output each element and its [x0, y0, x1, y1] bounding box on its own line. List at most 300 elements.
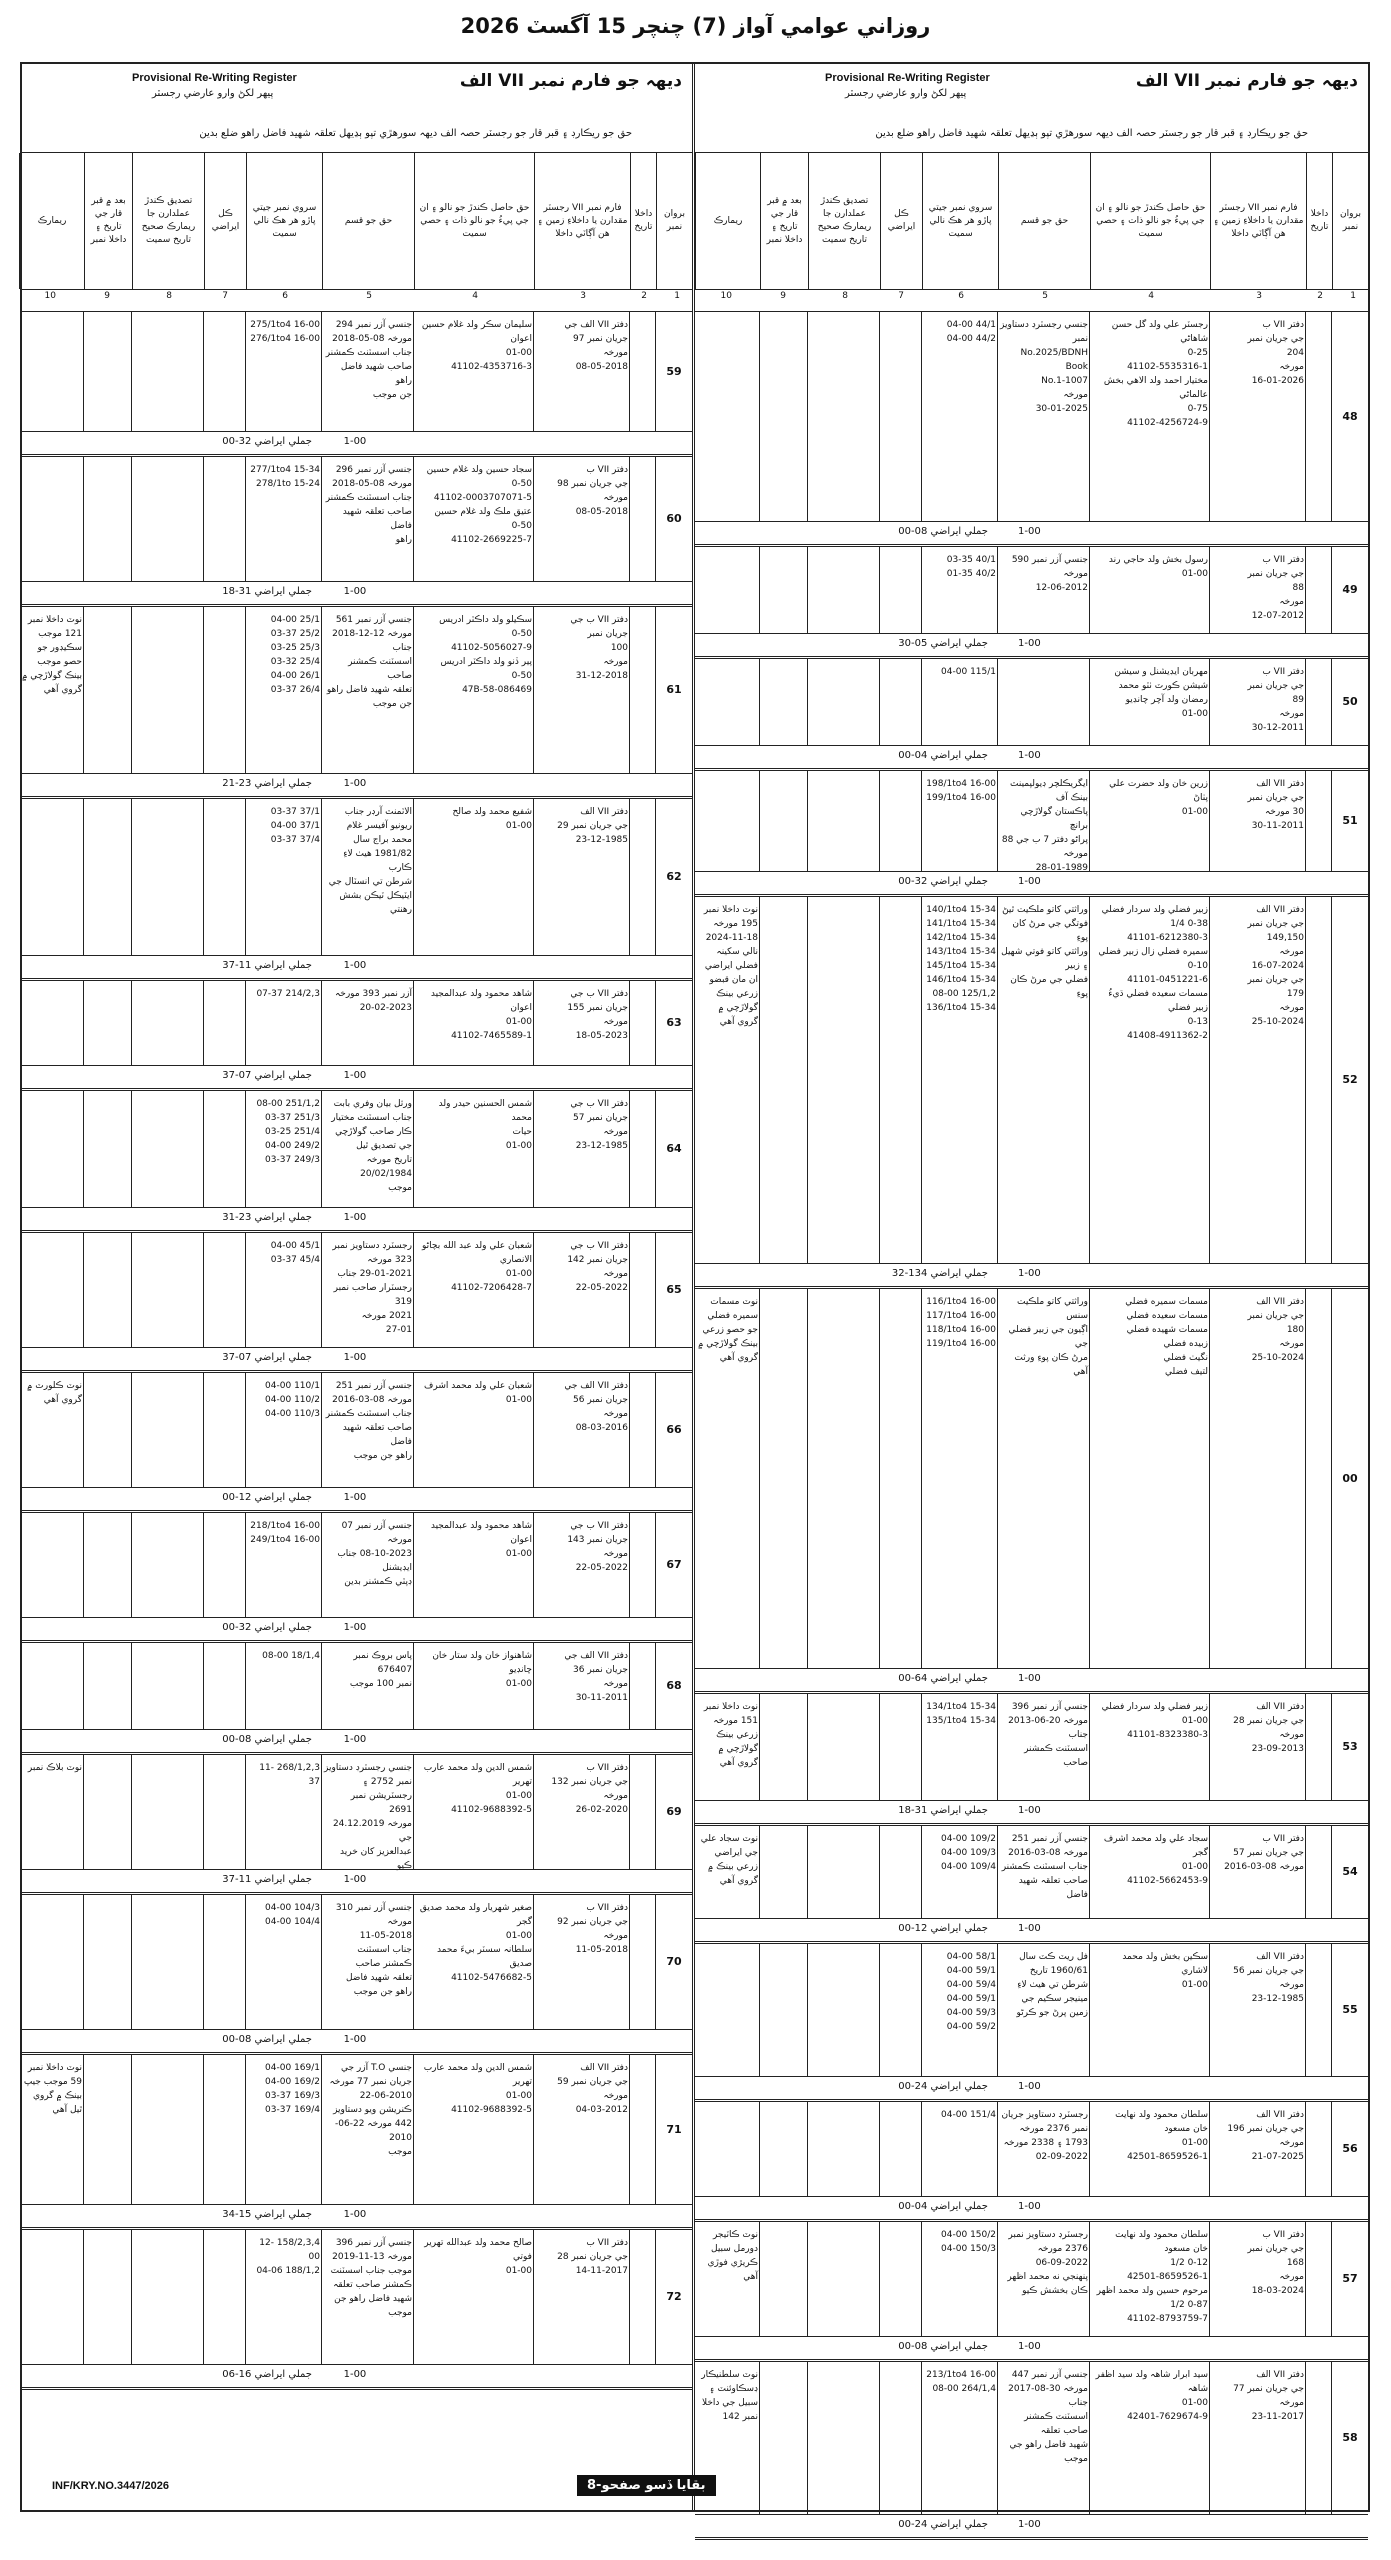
cell-entry: زرين خان ولد حضرت علي پٺاڻ 01-00 [1109, 779, 1208, 817]
header-cell: ڪل ايراضي [204, 153, 246, 289]
cell-survey: 158/2,3,4 12-00 188/1,2 04-06 [256, 2238, 320, 2276]
cell-right: وراثتي کاتو ملڪيت ٿيڻ فوتگي جي مرڻ کان پوءِ وراثتي کاتو فوتي شهيل ۽ زبير فضلي جي مرڻ ڪان پوءِ [1001, 905, 1088, 999]
cell-entry: زبير فضلي ولد سردار فضلي 01-00 41101-8323380-3 [1101, 1702, 1208, 1740]
cell-survey: 44/1 04-00 44/2 04-00 [946, 320, 996, 344]
total-area: جملي ايراضي 12-00 [222, 1492, 312, 1503]
cell-right: جنسي آزر نمبر 590 مورخہ 12-06-2012 [1011, 555, 1088, 593]
total-share: 1-00 [1018, 1268, 1041, 1279]
cell-no: 52 [1342, 1073, 1358, 1086]
table-row [695, 2222, 1368, 2362]
cell-right: جنسي T.O آزر جي جريان نمبر 77 مورخہ 22-06-2010 ڪنريشن ويو دستاويز 442 مورخہ 22-06-2010 موجب [329, 2063, 412, 2157]
total-area: جملي ايراضي 08-00 [898, 2341, 988, 2352]
table-row [695, 312, 1368, 547]
total-area: جملي ايراضي 08-00 [898, 526, 988, 537]
cell-form: دفتر VII الف جي جريان نمبر 59 مورخہ 04-03-2012 [557, 2063, 628, 2115]
column-number: 8 [842, 291, 848, 301]
table-row [695, 1826, 1368, 1944]
cell-no: 48 [1342, 409, 1358, 423]
row-total [22, 1207, 692, 1230]
cell-no: 50 [1342, 695, 1358, 708]
total-share: 1-00 [343, 1874, 367, 1885]
cell-entry: مهربان ايڊيشنل و سيشن شيشن ڪورٽ ٺٽو محمد رمضان ولد آچر چانڊيو 01-00 [1114, 667, 1208, 719]
total-share: 1-00 [343, 436, 367, 447]
cell-right: رجسٽرڊ دستاويز جريان نمبر 2376 مورخہ 1793 ۽ 2338 مورخہ 02-09-2022 [1001, 2110, 1088, 2162]
cell-remark: نوٽ بلاڪ نمبر [27, 1763, 82, 1773]
total-area: جملي ايراضي 05-30 [898, 638, 988, 649]
cell-right: جنسي آزر نمبر 251 مورخہ 08-03-2016 جناب اسسٽنٽ ڪمشنر صاحب تعلقہ شهيد فاضل راهو جن موجب [325, 1381, 412, 1461]
total-area: جملي ايراضي 134-32 [891, 1268, 988, 1279]
cell-no: 55 [1342, 2003, 1358, 2016]
row-total [695, 1800, 1368, 1823]
total-area: جملي ايراضي 24-00 [898, 2519, 988, 2530]
cell-remark: نوٽ داخلا نمبر 59 موجب جيپ بينڪ ۾ گروي ٿيل آهي [23, 2063, 82, 2115]
cell-entry: زبير فضلي ولد سردار فضلي 0-38 1/4 41101-6212380-3 سميره فضلي زال زبير فضلي 0-10 41101-0451221-6 مسمات سعيده فضلي ڌيءُ زبير فضلي 0-13 41408-4911362-2 [1098, 905, 1208, 1041]
column-number: 10 [720, 291, 732, 301]
column-number: 2 [641, 291, 647, 301]
cell-form: دفتر VII الف جي جريان نمبر 28 مورخہ 23-09-2013 [1233, 1702, 1304, 1754]
column-number: 4 [472, 291, 478, 301]
column-number: 6 [958, 291, 964, 301]
cell-no: 72 [666, 2290, 682, 2303]
total-share: 1-00 [343, 1352, 367, 1363]
subtitle: پيهر لکڻ وارو عارضي رجسٽر [152, 88, 274, 99]
cell-form: دفتر VII ب جي جريان نمبر 132 مورخہ 26-02-2020 [551, 1763, 628, 1815]
row-total [22, 581, 692, 604]
cell-form: دفتر VII الف جي جريان نمبر 97 مورخہ 08-05-2018 [564, 320, 628, 372]
cell-remark: نوٽ داخلا نمبر 121 موجب سڪيڊور جو حصو موجب بينڪ گولاڙچي ۾ گروي آهي [22, 615, 82, 695]
cell-survey: 218/1to4 16-00 249/1to4 16-00 [250, 1521, 320, 1545]
total-share: 1-00 [343, 586, 367, 597]
table-row [22, 1373, 692, 1513]
table-row [22, 1513, 692, 1643]
cell-entry: رجسٽر علي ولد گل حسن شاهاڻي 0-25 41102-5535316-1 مختيار احمد ولد الاهي بخش عالماڻي 0-75 41102-4256724-9 [1103, 320, 1208, 428]
total-area: جملي ايراضي 64-00 [898, 1673, 988, 1684]
cell-survey: 45/1 04-00 45/4 03-37 [270, 1241, 320, 1265]
cell-form: دفتر VII ب جي جريان نمبر 57 مورخہ 23-12-1985 [570, 1099, 628, 1151]
cell-form: دفتر VII الف جي جريان نمبر 30 مورخہ 30-11-2011 [1247, 779, 1304, 831]
register-frame [20, 62, 1370, 2530]
column-number: 1 [1350, 291, 1356, 301]
cell-no: 62 [666, 870, 682, 883]
cell-entry: صغير شهريار ولد محمد صديق گجر 01-00 سلطانہ سسٽر بيءَ محمد صديق 41102-5476682-5 [419, 1903, 532, 1983]
total-share: 1-00 [1018, 1923, 1041, 1934]
cell-entry: سجاد علي ولد محمد اشرف گجر 01-00 41102-5662453-9 [1103, 1834, 1208, 1886]
table-row [695, 2102, 1368, 2222]
cell-form: دفتر VII ب جي جريان نمبر 100 مورخہ 31-12-2018 [570, 615, 628, 681]
cell-survey: 25/1 04-00 25/2 03-37 25/3 03-25 25/4 03-32 26/1 04-00 26/4 03-37 [270, 615, 320, 695]
total-share: 1-00 [343, 778, 367, 789]
cell-survey: 58/1 04-00 59/1 04-00 59/4 04-00 59/1 04-00 59/3 04-00 59/2 04-00 [946, 1952, 996, 2032]
cell-form: دفتر VII ب جي جريان نمبر 88 مورخہ 12-07-2012 [1247, 555, 1304, 621]
total-share: 1-00 [343, 1212, 367, 1223]
cell-survey: 214/2,3 07-37 [256, 989, 320, 999]
row-total [22, 955, 692, 978]
cell-entry: مسمات سميره فضلي مسمات سعيده فضلي مسمات شهيده فضلي زبيده فضلي نگيٺ فضلي لتيف فضلي [1125, 1297, 1208, 1377]
cell-form: دفتر VII ب جي جريان نمبر 155 مورخہ 18-05-2023 [567, 989, 628, 1041]
reference-number: INF/KRY.NO.3447/2026 [52, 2480, 169, 2492]
form-title: ديهہ جو فارم نمبر VII الف [459, 71, 682, 91]
total-share: 1-00 [1018, 2081, 1041, 2092]
table-row [22, 1643, 692, 1755]
cell-no: 64 [666, 1142, 682, 1155]
cell-survey: 277/1to4 15-34 278/1to 15-24 [250, 465, 320, 489]
subtitle: پيهر لکڻ وارو عارضي رجسٽر [845, 88, 967, 99]
header-cell: ڪل ايراضي [880, 153, 922, 289]
cell-no: 69 [666, 1805, 682, 1818]
english-title: Provisional Re-Writing Register [825, 72, 990, 84]
cell-right: جنسي رجسٽرڊ دستاويز نمبر No.2025/BDNH Book No.1-1007 مورخہ 30-01-2025 [1000, 320, 1088, 414]
cell-form: دفتر VII ب جي جريان نمبر 168 مورخہ 18-03-2024 [1247, 2230, 1304, 2296]
cell-survey: 18/1,4 08-00 [262, 1651, 320, 1661]
cell-entry: سجاد حسين ولد غلام حسين 0-50 41102-0003707071-5 عتيق ملڪ ولد غلام حسين 0-50 41102-2669225-7 [426, 465, 532, 545]
header-cell: حق جو قسم [998, 153, 1090, 289]
row-total [22, 1869, 692, 1892]
total-area: جملي ايراضي 16-06 [222, 2369, 312, 2380]
cell-survey: 110/1 04-00 110/2 04-00 110/3 04-00 [265, 1381, 320, 1419]
total-share: 1-00 [1018, 750, 1041, 761]
cell-remark: نوٽ داخلا نمبر 195 مورخہ 18-11-2024 نالي سکينہ فضلي ايراضي ان مان قبضو زرعي بينڪ گولاڙچي ۾ گروي آهي [703, 905, 758, 1027]
cell-entry: شفيع محمد ولد صالح 01-00 [452, 807, 532, 831]
header-cell: حق جو قسم [322, 153, 414, 289]
total-share: 1-00 [1018, 1673, 1041, 1684]
row-total [695, 1263, 1368, 1286]
column-number: 2 [1317, 291, 1323, 301]
total-share: 1-00 [343, 1622, 367, 1633]
total-share: 1-00 [343, 960, 367, 971]
column-number: 10 [44, 291, 56, 301]
table-row [22, 607, 692, 799]
cell-remark: نوٽ ڪلورٽ ۾ گروي آهي [27, 1381, 82, 1405]
table-row [695, 897, 1368, 1289]
total-area: جملي ايراضي 11-37 [222, 960, 312, 971]
cell-entry: شاهنواز خان ولد ستار خان چانڊيو 01-00 [432, 1651, 532, 1689]
column-number: 6 [282, 291, 288, 301]
table-row [22, 981, 692, 1091]
table-row [695, 1289, 1368, 1694]
cell-no: 68 [666, 1679, 682, 1692]
header-cell: تصديق ڪندڙ عملدارن جا ريمارڪ صحيح تاريخ سميت [132, 153, 204, 289]
row-total [22, 773, 692, 796]
cell-entry: سڪين بخش ولد محمد لاشاري 01-00 [1122, 1952, 1208, 1990]
cell-right: جنسي آزر نمبر 396 مورخہ 13-11-2019 موجب جناب اسسٽنٽ ڪمشنر صاحب تعلقہ شهيد فاضل راهو جن موجب [330, 2238, 412, 2318]
cell-survey: 151/4 04-00 [941, 2110, 996, 2120]
table-header [22, 152, 692, 312]
english-title: Provisional Re-Writing Register [132, 72, 297, 84]
total-area: جملي ايراضي 08-00 [222, 2034, 312, 2045]
cell-survey: 140/1to4 15-34 141/1to4 15-34 142/1to4 15-34 143/1to4 15-34 145/1to4 15-34 146/1to4 15-34 125/1,2 08-00 136/1to4 15-34 [926, 905, 996, 1013]
header-cell: بروان نمبر [656, 153, 692, 289]
table-row [695, 659, 1368, 771]
total-share: 1-00 [1018, 2201, 1041, 2212]
cell-entry: شمس الحسنين حيدر ولد محمد حيات 01-00 [438, 1099, 532, 1151]
total-share: 1-00 [343, 1492, 367, 1503]
cell-no: 54 [1342, 1865, 1358, 1878]
table-row [22, 1091, 692, 1233]
total-area: جملي ايراضي 31-18 [222, 586, 312, 597]
cell-no: 57 [1342, 2272, 1358, 2285]
cell-entry: شاهد محمود ولد عبدالمجيد اعوان 01-00 41102-7465589-1 [430, 989, 532, 1041]
cell-no: 71 [666, 2122, 682, 2136]
column-number: 5 [1042, 291, 1048, 301]
total-area: جملي ايراضي 11-37 [222, 1874, 312, 1885]
cell-survey: 150/2 04-00 150/3 04-00 [941, 2230, 996, 2254]
cell-form: دفتر VII الف جي جريان نمبر 36 مورخہ 30-11-2011 [564, 1651, 628, 1703]
cell-right: جنسي آزر نمبر 296 مورخہ 08-05-2018 جناب اسسٽنٽ ڪمشنر صاحب تعلقہ شهيد فاضل راهو [325, 465, 412, 545]
location-line: حق جو ريڪارڊ ۽ قبر قار جو رجسٽر حصہ الف ديهہ سورهڙي تپو ٻڍيهل تعلقہ شهيد فاضل راهو ضلع بدين [875, 128, 1308, 139]
cell-form: دفتر VII الف جي جريان نمبر 56 مورخہ 23-12-1985 [1233, 1952, 1304, 2004]
cell-remark: نوٽ ڪاٽيجر دورمل سبيل ڪريڙي فوڙي آهي [707, 2230, 758, 2282]
column-number: 3 [580, 291, 586, 301]
cell-survey: 251/1,2 08-00 251/3 03-37 251/4 03-25 249/2 04-00 249/3 03-37 [256, 1099, 320, 1165]
row-total [22, 431, 692, 454]
header-cell: سروي نمبر جيتي پاڙو هر هڪ نالي سميت [922, 153, 998, 289]
total-share: 1-00 [1018, 2519, 1041, 2530]
row-total [22, 1617, 692, 1640]
cell-survey: 40/1 03-35 40/2 01-35 [946, 555, 996, 579]
row-total [695, 2336, 1368, 2359]
cell-survey: 104/3 04-00 104/4 04-00 [265, 1903, 320, 1927]
column-number: 8 [166, 291, 172, 301]
column-number: 5 [366, 291, 372, 301]
cell-right: جنسي آزر نمبر 294 مورخہ 08-05-2018 جناب اسسٽنٽ ڪمشنر صاحب شهيد فاضل راهو جن موجب [325, 320, 412, 400]
cell-survey: 169/1 04-00 169/2 04-00 169/3 03-37 169/4 03-37 [265, 2063, 320, 2115]
cell-right: فل ريٽ ڪٽ سال 1960/61 تاريخ شرطن تي هيٺ لاءِ مينيجر سڪيم جي زمين پرڻ جو ڪرڻو [1016, 1952, 1088, 2018]
header-cell: فارم نمبر VII رجسٽر مقدارن يا داخلاءِ زمين ۽ هن آڳاٽي داخلا [534, 153, 630, 289]
total-share: 1-00 [343, 1734, 367, 1745]
cell-entry: شاهد محمود ولد عبدالمجيد اعوان 01-00 [430, 1521, 532, 1559]
cell-form: دفتر VII ب جي جريان نمبر 28 14-11-2017 [557, 2238, 628, 2276]
cell-form: دفتر VII ب جي جريان نمبر 204 مورخہ 16-01-2026 [1247, 320, 1304, 386]
column-number: 3 [1256, 291, 1262, 301]
cell-right: جنسي آزر نمبر 07 مورخہ 08-10-2023 جناب ايڊيشنل ڊپٽي ڪمشنر بدين [337, 1521, 412, 1587]
column-number: 7 [898, 291, 904, 301]
cell-no: 67 [666, 1558, 682, 1571]
cell-no: 53 [1342, 1740, 1358, 1753]
cell-no: 60 [666, 512, 682, 525]
table-row [695, 771, 1368, 897]
total-area: جملي ايراضي 32-00 [222, 1622, 312, 1633]
cell-survey: 198/1to4 16-00 199/1to4 16-00 [926, 779, 996, 803]
cell-right: وراثتي کاتو ملڪيت سنس اڳيون جي زبير فضلي جي مرڻ ڪان پوءِ ورثت آهي [1008, 1297, 1088, 1377]
table-row [22, 1233, 692, 1373]
row-total [695, 1918, 1368, 1941]
cell-remark: نوٽ مسمات سميره فضلي جو حصو زرعي بينڪ گولاڙچي ۾ گروي آهي [698, 1297, 758, 1363]
cell-no: 51 [1342, 814, 1358, 827]
cell-right: جنسي آزر نمبر 447 مورخہ 30-08-2017 جناب اسسٽنٽ ڪمشنر صاحب تعلقہ شهيد فاضل راهو جي موجب [1008, 2370, 1088, 2464]
total-share: 1-00 [1018, 526, 1041, 537]
form-title: ديهہ جو فارم نمبر VII الف [1135, 71, 1358, 91]
row-total [22, 1487, 692, 1510]
table-row [22, 2055, 692, 2230]
table-row [22, 799, 692, 981]
header-cell: سروي نمبر جيتي پاڙو هر هڪ نالي سميت [246, 153, 322, 289]
cell-entry: شعبان علي ولد عبد الله بچاڻو الانصاري 01-00 41102-7206428-7 [422, 1241, 532, 1293]
cell-no: 65 [666, 1283, 682, 1296]
cell-right: جنسي آزر نمبر 251 مورخہ 08-03-2016 جناب اسسٽنٽ ڪمشنر صاحب تعلقہ شهيد فاضل [1001, 1834, 1088, 1900]
header-cell: داخلا تاريخ [630, 153, 656, 289]
cell-entry: سلطان محمود ولد نهايت خان مسعود 0-12 1/2 42501-8659526-1 مرحوم حسين ولد محمد اظهر 0-87 1/2 41102-8793759-7 [1096, 2230, 1208, 2324]
cell-right: پاس بروڪ نمبر 676407 نمبر 100 موجب [349, 1651, 412, 1689]
total-area: جملي ايراضي 24-00 [898, 2081, 988, 2092]
header-cell: ريمارڪ [19, 153, 84, 289]
cell-entry: سيد ابرار شاهہ ولد سيد اظفر شاهہ 01-00 42401-7629674-9 [1095, 2370, 1208, 2422]
table-row [22, 457, 692, 607]
total-share: 1-00 [1018, 2341, 1041, 2352]
cell-right: آزر نمبر 393 مورخہ 20-02-2023 [334, 989, 412, 1013]
total-share: 1-00 [1018, 876, 1041, 887]
total-area: جملي ايراضي 31-18 [898, 1805, 988, 1816]
total-share: 1-00 [343, 1070, 367, 1081]
cell-survey: 37/1 03-37 37/1 04-00 37/4 03-37 [270, 807, 320, 845]
header-cell: ريمارڪ [695, 153, 760, 289]
header-cell: بروان نمبر [1332, 153, 1368, 289]
cell-right: الاٽمنٽ آرڊر جناب ريونيو آفيسر غلام محمد براج سال 1981/82 هيٺ لاءِ ڪارب شرطن تي انسٽال جي ايٽيڪل ٽيڪن بشش رهنتي [328, 807, 412, 915]
cell-entry: صالح محمد ولد عبدالله تهرير فوتي 01-00 [424, 2238, 532, 2276]
cell-survey: 116/1to4 16-00 117/1to4 16-00 118/1to4 16-00 119/1to4 16-00 [926, 1297, 996, 1349]
cell-survey: 275/1to4 16-00 276/1to4 16-00 [250, 320, 320, 344]
total-area: جملي ايراضي 32-00 [898, 876, 988, 887]
cell-no: 56 [1342, 2142, 1358, 2155]
table-row [22, 312, 692, 457]
continued-label: بقايا ڏسو صفحو-8 [577, 2475, 716, 2496]
cell-form: دفتر VII ب جي جريان نمبر 143 مورخہ 22-05-2022 [567, 1521, 628, 1573]
cell-form: دفتر VII ب جي جريان نمبر 98 مورخہ 08-05-2018 [557, 465, 628, 517]
column-number: 7 [222, 291, 228, 301]
cell-form: دفتر VII الف جي جريان نمبر 196 مورخہ 21-07-2025 [1227, 2110, 1304, 2162]
table-row [695, 2362, 1368, 2540]
header-cell: بعد ۾ قبر قار جي تاريخ ۽ داخلا نمبر [760, 153, 808, 289]
row-total [695, 1668, 1368, 1691]
row-total [22, 2029, 692, 2052]
total-area: جملي ايراضي 07-37 [222, 1070, 312, 1081]
cell-form: دفتر VII الف جي جريان نمبر 180 مورخہ 25-10-2024 [1247, 1297, 1304, 1363]
cell-form: دفتر VII ب جي جريان نمبر 57 مورخہ 08-03-2016 [1224, 1834, 1304, 1872]
table-row [695, 1694, 1368, 1826]
cell-right: رجسٽرڊ دستاويز نمبر 323 مورخہ 29-01-2021 جناب رجسٽرار صاحب نمبر 319 2021 مورخہ 27-01 [332, 1241, 412, 1335]
cell-form: دفتر VII الف جي جريان نمبر 29 23-12-1985 [557, 807, 628, 845]
cell-remark: نوٽ سلطنيڪار ڊسڪاوئنٽ ۽ سبيل جي داخلا نمبر 142 [701, 2370, 758, 2422]
total-area: جملي ايراضي 04-00 [898, 2201, 988, 2212]
cell-form: دفتر VII ب جي جريان نمبر 142 مورخہ 22-05-2022 [567, 1241, 628, 1293]
cell-no: 61 [666, 683, 682, 696]
cell-right: جنسي آزر نمبر 396 مورخہ 20-06-2013 جناب اسسٽنٽ ڪمشنر صاحب [1008, 1702, 1088, 1768]
cell-right: جنسي آزر نمبر 561 مورخہ 12-12-2018 جناب اسسٽنٽ ڪمشنر صاحب تعلقہ شهيد فاضل راهو جن موجب [326, 615, 412, 709]
total-share: 1-00 [1018, 1805, 1041, 1816]
total-area: جملي ايراضي 04-00 [898, 750, 988, 761]
column-number: 4 [1148, 291, 1154, 301]
row-total [22, 2204, 692, 2227]
column-number: 1 [674, 291, 680, 301]
total-share: 1-00 [1018, 638, 1041, 649]
row-total [22, 2364, 692, 2387]
header-cell: بعد ۾ قبر قار جي تاريخ ۽ داخلا نمبر [84, 153, 132, 289]
register-right [695, 64, 1368, 2530]
row-total [695, 521, 1368, 544]
cell-survey: 213/1to4 16-00 264/1,4 08-00 [926, 2370, 996, 2394]
table-row [22, 1895, 692, 2055]
total-area: جملي ايراضي 23-21 [222, 778, 312, 789]
cell-remark: نوٽ سجاد علي جي ايراضي زرعي بينڪ ۾ گروي آهي [700, 1834, 758, 1886]
row-total [22, 1065, 692, 1088]
cell-no: 59 [666, 364, 682, 378]
register-rows [22, 312, 692, 2450]
table-row [22, 1755, 692, 1895]
register-left [22, 64, 695, 2510]
location-line: حق جو ريڪارڊ ۽ قبر قار جو رجسٽر حصہ الف ديهہ سورهڙي تپو ٻڍيهل تعلقہ شهيد فاضل راهو ضلع بدين [199, 128, 632, 139]
cell-no: 58 [1342, 2431, 1358, 2444]
table-header [695, 152, 1368, 312]
total-area: جملي ايراضي 32-00 [222, 436, 312, 447]
cell-no: 70 [666, 1955, 682, 1968]
cell-survey: 134/1to4 15-34 135/1to4 15-34 [926, 1702, 996, 1726]
cell-form: دفتر VII ب جي جريان نمبر 92 مورخہ 11-05-2018 [557, 1903, 628, 1955]
cell-entry: رسول بخش ولد حاجي رند 01-00 [1108, 555, 1208, 579]
cell-form: دفتر VII الف جي جريان نمبر 77 مورخہ 23-11-2017 [1233, 2370, 1304, 2422]
cell-survey: 109/2 04-00 109/3 04-00 109/4 04-00 [941, 1834, 996, 1872]
total-share: 1-00 [343, 2209, 367, 2220]
cell-right: ايگريڪلچر ڊيولپمينٽ بينڪ آف پاڪستان گولاڙچي برانچ پراڻو دفتر 7 ب جي 88 مورخہ 28-01-1989 [1001, 779, 1088, 873]
cell-entry: شمس الدين ولد محمد عارب تهرير 01-00 41102-9688392-5 [423, 2063, 532, 2115]
cell-entry: شمس الدين ولد محمد عارب تهرير 01-00 41102-9688392-5 [423, 1763, 532, 1815]
cell-entry: سڪيلو ولد داڪٽر ادريس 0-50 41102-5056027-9 پير ڏنو ولد داڪٽر ادريس 0-50 47B-58-086469 [439, 615, 532, 695]
row-total [695, 871, 1368, 894]
header-cell: تصديق ڪندڙ عملدارن جا ريمارڪ صحيح تاريخ سميت [808, 153, 880, 289]
cell-no: 66 [666, 1423, 682, 1436]
row-total [695, 633, 1368, 656]
column-number: 9 [780, 291, 786, 301]
cell-survey: 268/1,2,3 11-37 [259, 1763, 320, 1787]
total-area: جملي ايراضي 23-31 [222, 1212, 312, 1223]
column-number: 9 [104, 291, 110, 301]
masthead: روزاني عوامي آواز (7) چنچر 15 آگسٽ 2026 [460, 14, 931, 38]
register-rows [695, 312, 1368, 2530]
header-cell: داخلا تاريخ [1306, 153, 1332, 289]
cell-right: جنسي آزر نمبر 310 مورخہ 11-05-2018 جناب اسسٽنٽ ڪمشنر صاحب تعلقہ شهيد فاضل راهو جن موجب [335, 1903, 412, 1997]
total-area: جملي ايراضي 15-34 [222, 2209, 312, 2220]
cell-form: دفتر VII الف جي جريان نمبر 149,150 مورخہ 16-07-2024 جي جريان نمبر 179 مورخہ 25-10-2024 [1247, 905, 1304, 1027]
total-area: جملي ايراضي 08-00 [222, 1734, 312, 1745]
total-area: جملي ايراضي 12-00 [898, 1923, 988, 1934]
row-total [695, 745, 1368, 768]
total-area: جملي ايراضي 07-37 [222, 1352, 312, 1363]
total-share: 1-00 [343, 2369, 367, 2380]
header-cell: حق حاصل ڪندڙ جو نالو ۽ ان جي پيءُ جو نالو ذات ۽ حصي سميت [1090, 153, 1210, 289]
total-share: 1-00 [343, 2034, 367, 2045]
row-total [22, 1347, 692, 1370]
cell-form: دفتر VII ب جي جريان نمبر 89 مورخہ 30-12-2011 [1247, 667, 1304, 733]
row-total [695, 2514, 1368, 2537]
table-row [22, 2230, 692, 2390]
row-total [695, 2076, 1368, 2099]
cell-right: ورثل بيان وفري بابت جناب اسسٽنٽ مختيار ڪار صاحب گولاڙچي جي تصديق ٿيل تاريخ مورخہ 20/02/1984 موجب [331, 1099, 412, 1193]
cell-remark: نوٽ داخلا نمبر 151 مورخہ زرعي بينڪ گولاڙچي ۾ گروي آهي [703, 1702, 758, 1768]
row-total [695, 2196, 1368, 2219]
cell-form: دفتر VII الف جي جريان نمبر 56 مورخہ 08-03-2016 [564, 1381, 628, 1433]
row-total [22, 1729, 692, 1752]
table-row [695, 547, 1368, 659]
cell-entry: سليمان سڪر ولد غلام حسين اعوان 01-00 41102-4353716-3 [421, 320, 532, 372]
header-cell: حق حاصل ڪندڙ جو نالو ۽ ان جي پيءُ جو نالو ذات ۽ حصي سميت [414, 153, 534, 289]
table-row [695, 1944, 1368, 2102]
cell-entry: شعبان علي ولد محمد اشرف 01-00 [424, 1381, 532, 1405]
cell-survey: 115/1 04-00 [941, 667, 996, 677]
cell-no: 49 [1342, 583, 1358, 596]
header-cell: فارم نمبر VII رجسٽر مقدارن يا داخلاءِ زمين ۽ هن آڳاٽي داخلا [1210, 153, 1306, 289]
cell-right: رجسٽرڊ دستاويز نمبر 2376 مورخہ 06-09-2022 پنهنجي نه محمد اظهر ڪان بخشش ڪيو [1007, 2230, 1088, 2296]
cell-entry: سلطان محمود ولد نهايت خان مسعود 01-00 42501-8659526-1 [1115, 2110, 1208, 2162]
cell-no: 63 [666, 1016, 682, 1029]
cell-no: 00 [1342, 1471, 1358, 1485]
